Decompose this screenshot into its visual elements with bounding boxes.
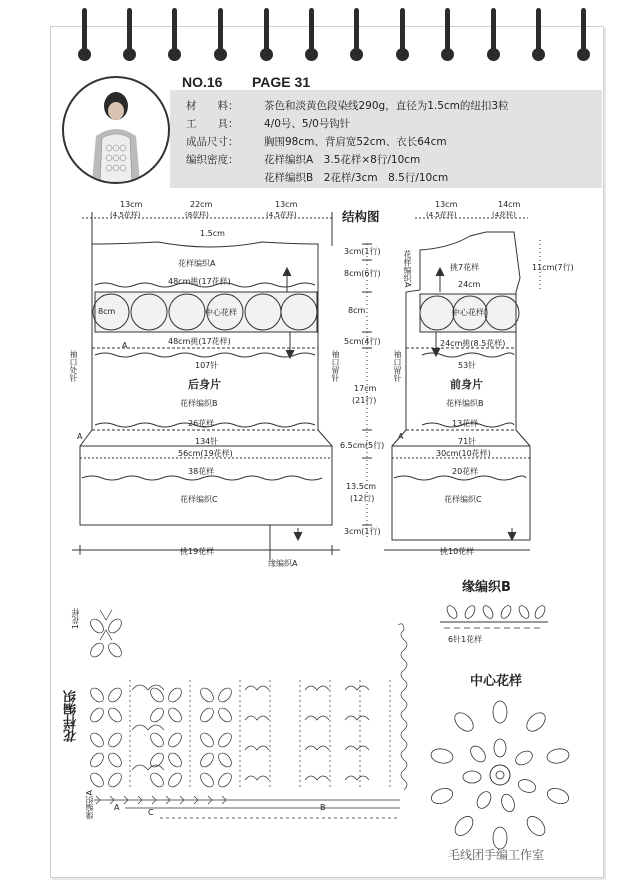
stitch-pattern-title: 花样编织	[64, 690, 79, 742]
stitch-chart	[88, 610, 407, 818]
dim-5cm-4rows: 5cm(4行)	[344, 337, 381, 346]
page-number: PAGE 31	[252, 74, 311, 90]
dim-21rows: (21行)	[352, 396, 377, 405]
back-pattern-b: 花样编织B	[180, 399, 218, 408]
back-side-label: 袖口处针	[69, 350, 78, 382]
back-pattern-a: 花样编织A	[178, 259, 216, 268]
front-stitches-53: 53针	[458, 361, 477, 370]
back-top-mid-sub: (8花样)	[185, 211, 209, 219]
front-pattern-c: 花样编织C	[444, 495, 482, 504]
dim-17cm: 17cm	[354, 384, 377, 393]
dim-8cm-6rows: 8cm(6行)	[344, 269, 381, 278]
back-mark-a-lower: A	[77, 432, 83, 441]
front-pick-7: 挑7花样	[450, 263, 480, 272]
pattern-number: NO.16	[182, 74, 223, 90]
dim-3cm-bottom: 3cm(1行)	[344, 527, 381, 536]
spec-size-label: 成品尺寸：	[186, 136, 239, 148]
spec-tools-label: 工 具：	[186, 118, 239, 130]
back-row-38: 38花样	[188, 467, 215, 476]
back-row-26: 26花样	[188, 419, 215, 428]
chart-label-a: A	[114, 803, 120, 812]
front-width-24: 24cm	[458, 280, 481, 289]
chart-label-c: C	[148, 808, 154, 817]
front-row-13: 13花样	[452, 419, 479, 428]
front-side-pattern: 花样编织A	[403, 250, 412, 288]
back-center-pattern: 中心花样	[205, 308, 237, 317]
back-top-mid-cm: 22cm	[190, 200, 213, 209]
one-repeat-label: 1花样	[71, 608, 80, 630]
back-piece-name: 后身片	[188, 378, 221, 391]
back-top-left-cm: 13cm	[120, 200, 143, 209]
front-row-24: 24cm挑(8.5花样)	[440, 339, 506, 348]
front-stitches-71: 71针	[458, 437, 477, 446]
back-top-right-sub: (4.5花样)	[266, 211, 297, 219]
dim-13-5cm: 13.5cm	[346, 482, 377, 491]
spec-gauge-value-b: 花样编织B 2花样/3cm 8.5行/10cm	[264, 172, 449, 184]
spec-size-value: 胸围98cm、背肩宽52cm、衣长64cm	[264, 136, 447, 148]
back-row-48-top: 48cm挑(17花样)	[168, 277, 231, 286]
edge-b-label: 6针1花样	[448, 635, 483, 644]
back-stitches-134: 134针	[195, 437, 219, 446]
center-motif-title: 中心花样	[470, 674, 523, 689]
spec-material-value: 茶色和淡黄色段染线290g，直径为1.5cm的纽扣3粒	[264, 100, 509, 112]
front-piece-name: 前身片	[450, 378, 483, 391]
front-center-pattern: 中心花样	[452, 308, 484, 317]
structure-title: 结构图	[342, 209, 380, 224]
spec-material-label: 材 料：	[186, 100, 239, 112]
back-bottom-pick: 挑19花样	[180, 547, 215, 556]
front-top-left-sub: (4.5花样)	[426, 211, 457, 219]
front-side-dim: 11cm(7行)	[532, 263, 574, 272]
front-side-label: 袖口留针	[393, 350, 402, 382]
back-top-left-sub: (4.5花样)	[110, 211, 141, 219]
back-side-label-right: 袖口留针	[331, 350, 340, 382]
front-top-left-cm: 13cm	[435, 200, 458, 209]
watermark: 毛线团手编工作室	[448, 848, 545, 862]
front-row-20: 20花样	[452, 467, 479, 476]
front-pattern-b: 花样编织B	[446, 399, 484, 408]
back-row-56: 56cm(19花样)	[178, 449, 233, 458]
dim-3cm-top: 3cm(1行)	[344, 247, 381, 256]
back-circle-size: 8cm	[98, 307, 116, 316]
spec-gauge-value: 花样编织A 3.5花样×8行/10cm	[264, 154, 421, 166]
back-edge-a: 缘编织A	[268, 559, 298, 568]
dim-12rows: (12行)	[350, 494, 375, 503]
dim-6-5cm-5rows: 6.5cm(5行)	[340, 441, 385, 450]
back-neck-depth: 1.5cm	[200, 229, 225, 238]
front-mark-a: A	[398, 432, 404, 441]
front-top-right-cm: 14cm	[498, 200, 521, 209]
chart-label-b: B	[320, 803, 326, 812]
back-mark-a: A	[122, 341, 128, 350]
dim-8cm-circles: 8cm	[348, 306, 366, 315]
spec-tools-value: 4/0号、5/0号钩针	[264, 118, 351, 130]
front-bottom-pick: 挑10花样	[440, 547, 475, 556]
back-top-right-cm: 13cm	[275, 200, 298, 209]
edge-b-title: 缘编织B	[462, 580, 511, 595]
back-stitches-107: 107针	[195, 361, 219, 370]
back-pattern-c: 花样编织C	[180, 495, 218, 504]
front-top-right-sub: (4花样)	[492, 211, 516, 219]
spec-gauge-label: 编织密度：	[186, 154, 239, 166]
back-row-48-bottom: 48cm挑(17花样)	[168, 337, 231, 346]
edge-a-label: 缘编织A	[85, 790, 94, 820]
front-row-30: 30cm(10花样)	[436, 449, 491, 458]
